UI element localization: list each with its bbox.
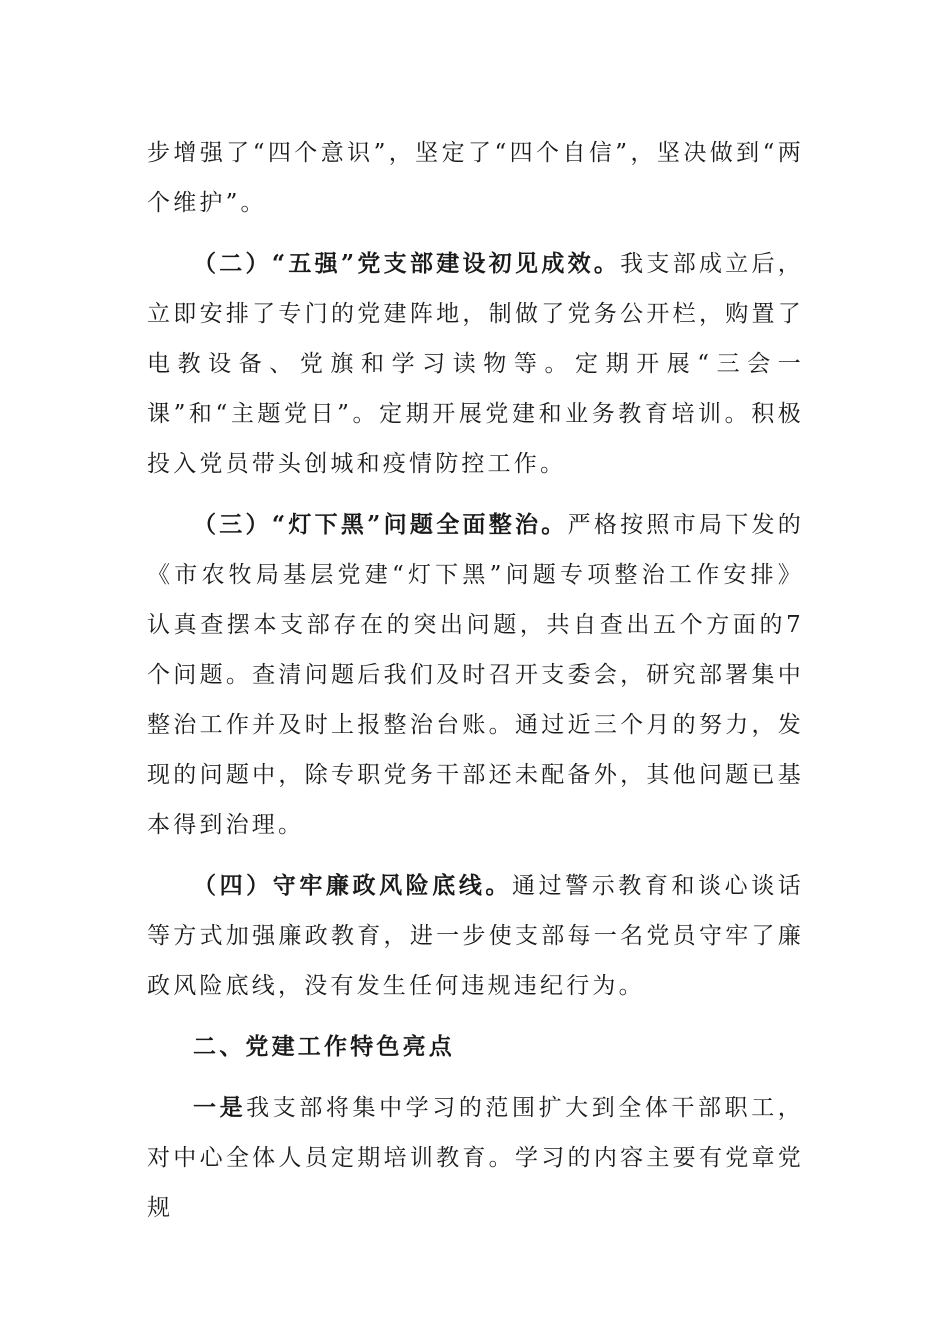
paragraph-lead: （三）“灯下黑”问题全面整治。 [193, 511, 568, 538]
paragraph-text: 我支部将集中学习的范围扩大到全体干部职工，对中心全体人员定期培训教育。学习的内容主要有党章党规 [147, 1095, 804, 1221]
paragraph-text: 我支部成立后，立即安排了专门的党建阵地，制做了党务公开栏，购置了电教设备、党旗和学习读物等。定期开展“三会一课”和“主题党日”。定期开展党建和业务教育培训。积极投入党员带头创城和疫情防控工作。 [147, 251, 804, 477]
paragraph-lead: 一是 [193, 1094, 247, 1121]
paragraph-text: 严格按照市局下发的《市农牧局基层党建“灯下黑”问题专项整治工作安排》认真查摆本支部存在的突出问题，共自查出五个方面的7个问题。查清问题后我们及时召开支委会，研究部署集中整治工作并及时上报整治台账。通过近三个月的努力，发现的问题中，除专职党务干部还未配备外，其他问题已基本得到治理。 [147, 512, 804, 838]
paragraph-five-strong [147, 239, 804, 489]
paragraph-continuation [147, 128, 804, 228]
paragraph-highlight-one [147, 1083, 804, 1233]
paragraph-text: 步增强了“四个意识”，坚定了“四个自信”，坚决做到“两个维护”。 [147, 140, 804, 216]
paragraph-lead: （二）“五强”党支部建设初见成效。 [193, 250, 621, 277]
paragraph-integrity [147, 861, 804, 1011]
section-heading: 二、党建工作特色亮点 [193, 1033, 455, 1060]
paragraph-text: 通过警示教育和谈心谈话等方式加强廉政教育，进一步使支部每一名党员守牢了廉政风险底线，没有发生任何违规违纪行为。 [147, 873, 804, 999]
document-page [147, 128, 804, 1233]
paragraph-rectification [147, 500, 804, 850]
paragraph-lead: （四）守牢廉政风险底线。 [193, 872, 512, 899]
